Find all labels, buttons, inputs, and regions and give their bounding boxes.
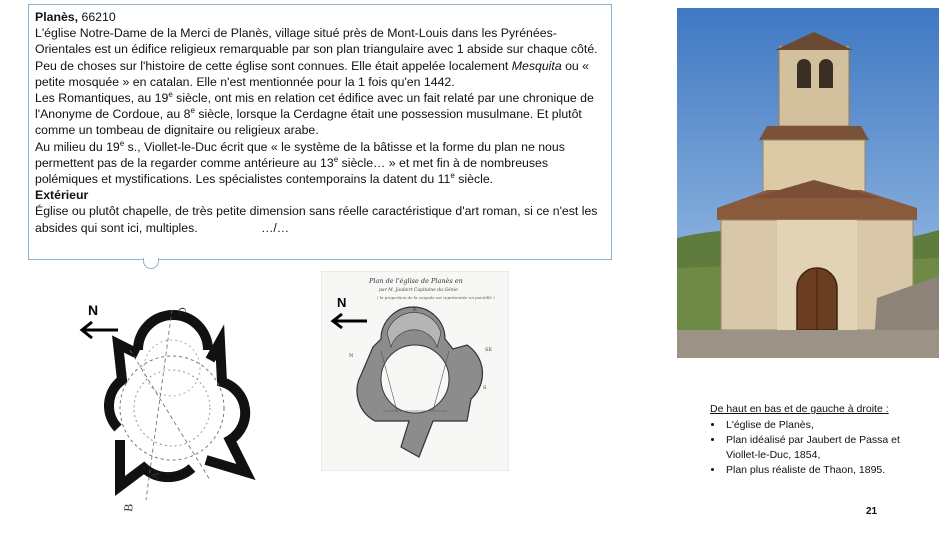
paragraph-5	[35, 203, 605, 235]
plan2-north-label: N	[337, 295, 347, 310]
continuation-mark: …/…	[261, 220, 290, 235]
paragraph-2	[35, 58, 605, 90]
paragraph-3-sup-1: e	[168, 89, 173, 99]
paragraph-1: L'église Notre-Dame de la Merci de Planès, village situé près de Mont-Louis dans les Pyrénées-Orientales est un édifice religieux remarquable par son plan triangulaire avec 1 abside sur chaque côté.	[35, 26, 598, 57]
paragraph-4-sup-2: e	[333, 154, 339, 164]
paragraph-3	[35, 90, 605, 139]
paragraph-4	[35, 139, 605, 188]
paragraph-3-part-c: siècle, lorsque la Cerdagne était une possession musulmane. Et plutôt comme un tombeau de dignitaire ou religieux arabe.	[35, 107, 582, 138]
paragraph-4-part-b: s., Viollet-le-Duc écrit que « le système de la bâtisse et la forme du plan ne nous permettent pas de la regarder comme antérieure au 13	[35, 139, 565, 170]
callout-tip	[143, 258, 159, 269]
title-place: Planès,	[35, 10, 79, 24]
plan2-letter-e: E	[413, 307, 417, 313]
page-number: 21	[866, 506, 878, 517]
paragraph-5-text: Église ou plutôt chapelle, de très petite dimension sans réelle caractéristique d'art roman, si ce n'est les absides qui sont ici, multiples.	[35, 204, 598, 235]
plan-idealise	[60, 290, 280, 520]
caption-title: De haut en bas et de gauche à droite :	[710, 403, 889, 415]
trefoil-outline	[109, 315, 246, 486]
north-label: N	[88, 302, 99, 318]
description-textbox	[28, 4, 612, 260]
caption-item: • L'église de Planès,	[724, 418, 930, 433]
paragraph-2-part-b: ou « petite mosquée » en catalan. Elle n'est mentionnée pour la 1 fois qu'en 1442.	[35, 58, 590, 89]
paragraph-3-sup-2: e	[190, 106, 195, 116]
letter-c: C	[175, 306, 189, 316]
heading-exterieur: Extérieur	[35, 188, 89, 203]
paragraph-2-part-a: Peu de choses sur l'histoire de cette église sont connues. Elle était appelée localement	[35, 58, 512, 73]
paragraph-4-sup-1: e	[119, 138, 125, 148]
plan2-letter-n: N	[349, 353, 354, 359]
paragraph-4-part-a: Au milieu du 19	[35, 139, 120, 154]
title-postcode: 66210	[78, 10, 116, 24]
letter-a: A	[149, 470, 163, 481]
plan2-title-1: Plan de l'église de Planès en	[369, 277, 463, 285]
paragraph-4-part-d: siècle.	[454, 172, 494, 187]
paragraph-3-part-b: siècle, ont mis en relation cet édifice avec un fait relaté par une chronique de l'Anonyme de Cordoue, au 8	[35, 91, 594, 122]
caption-item: • Plan plus réaliste de Thaon, 1895.	[724, 463, 930, 478]
paragraph-4-part-c: siècle… » et met fin à de nombreuses polémiques et mystifications. Les spécialistes contemporains la datent du 11	[35, 155, 549, 187]
caption-list	[710, 418, 930, 478]
church-photo	[677, 8, 939, 358]
caption-block	[710, 402, 930, 478]
plan2-title-3: ( la proportion de la coupole est représentée en pointillé )	[377, 295, 495, 300]
plan2-letter-s: S	[483, 385, 487, 391]
letter-b: B	[121, 503, 136, 513]
plan2-title-2: par M. Jaubert Capitaine du Génie	[379, 288, 458, 293]
caption-item: • Plan idéalisé par Jaubert de Passa et Viollet-le-Duc, 1854,	[724, 433, 930, 463]
paragraph-2-italic: Mesquita	[511, 58, 562, 73]
north-arrow-icon	[82, 322, 118, 338]
plan2-letter-se: SE	[485, 347, 493, 353]
paragraph-4-sup-3: e	[450, 170, 455, 180]
plan-thaon	[321, 271, 509, 471]
title-line	[35, 9, 605, 25]
paragraph-3-part-a: Les Romantiques, au 19	[35, 91, 169, 106]
